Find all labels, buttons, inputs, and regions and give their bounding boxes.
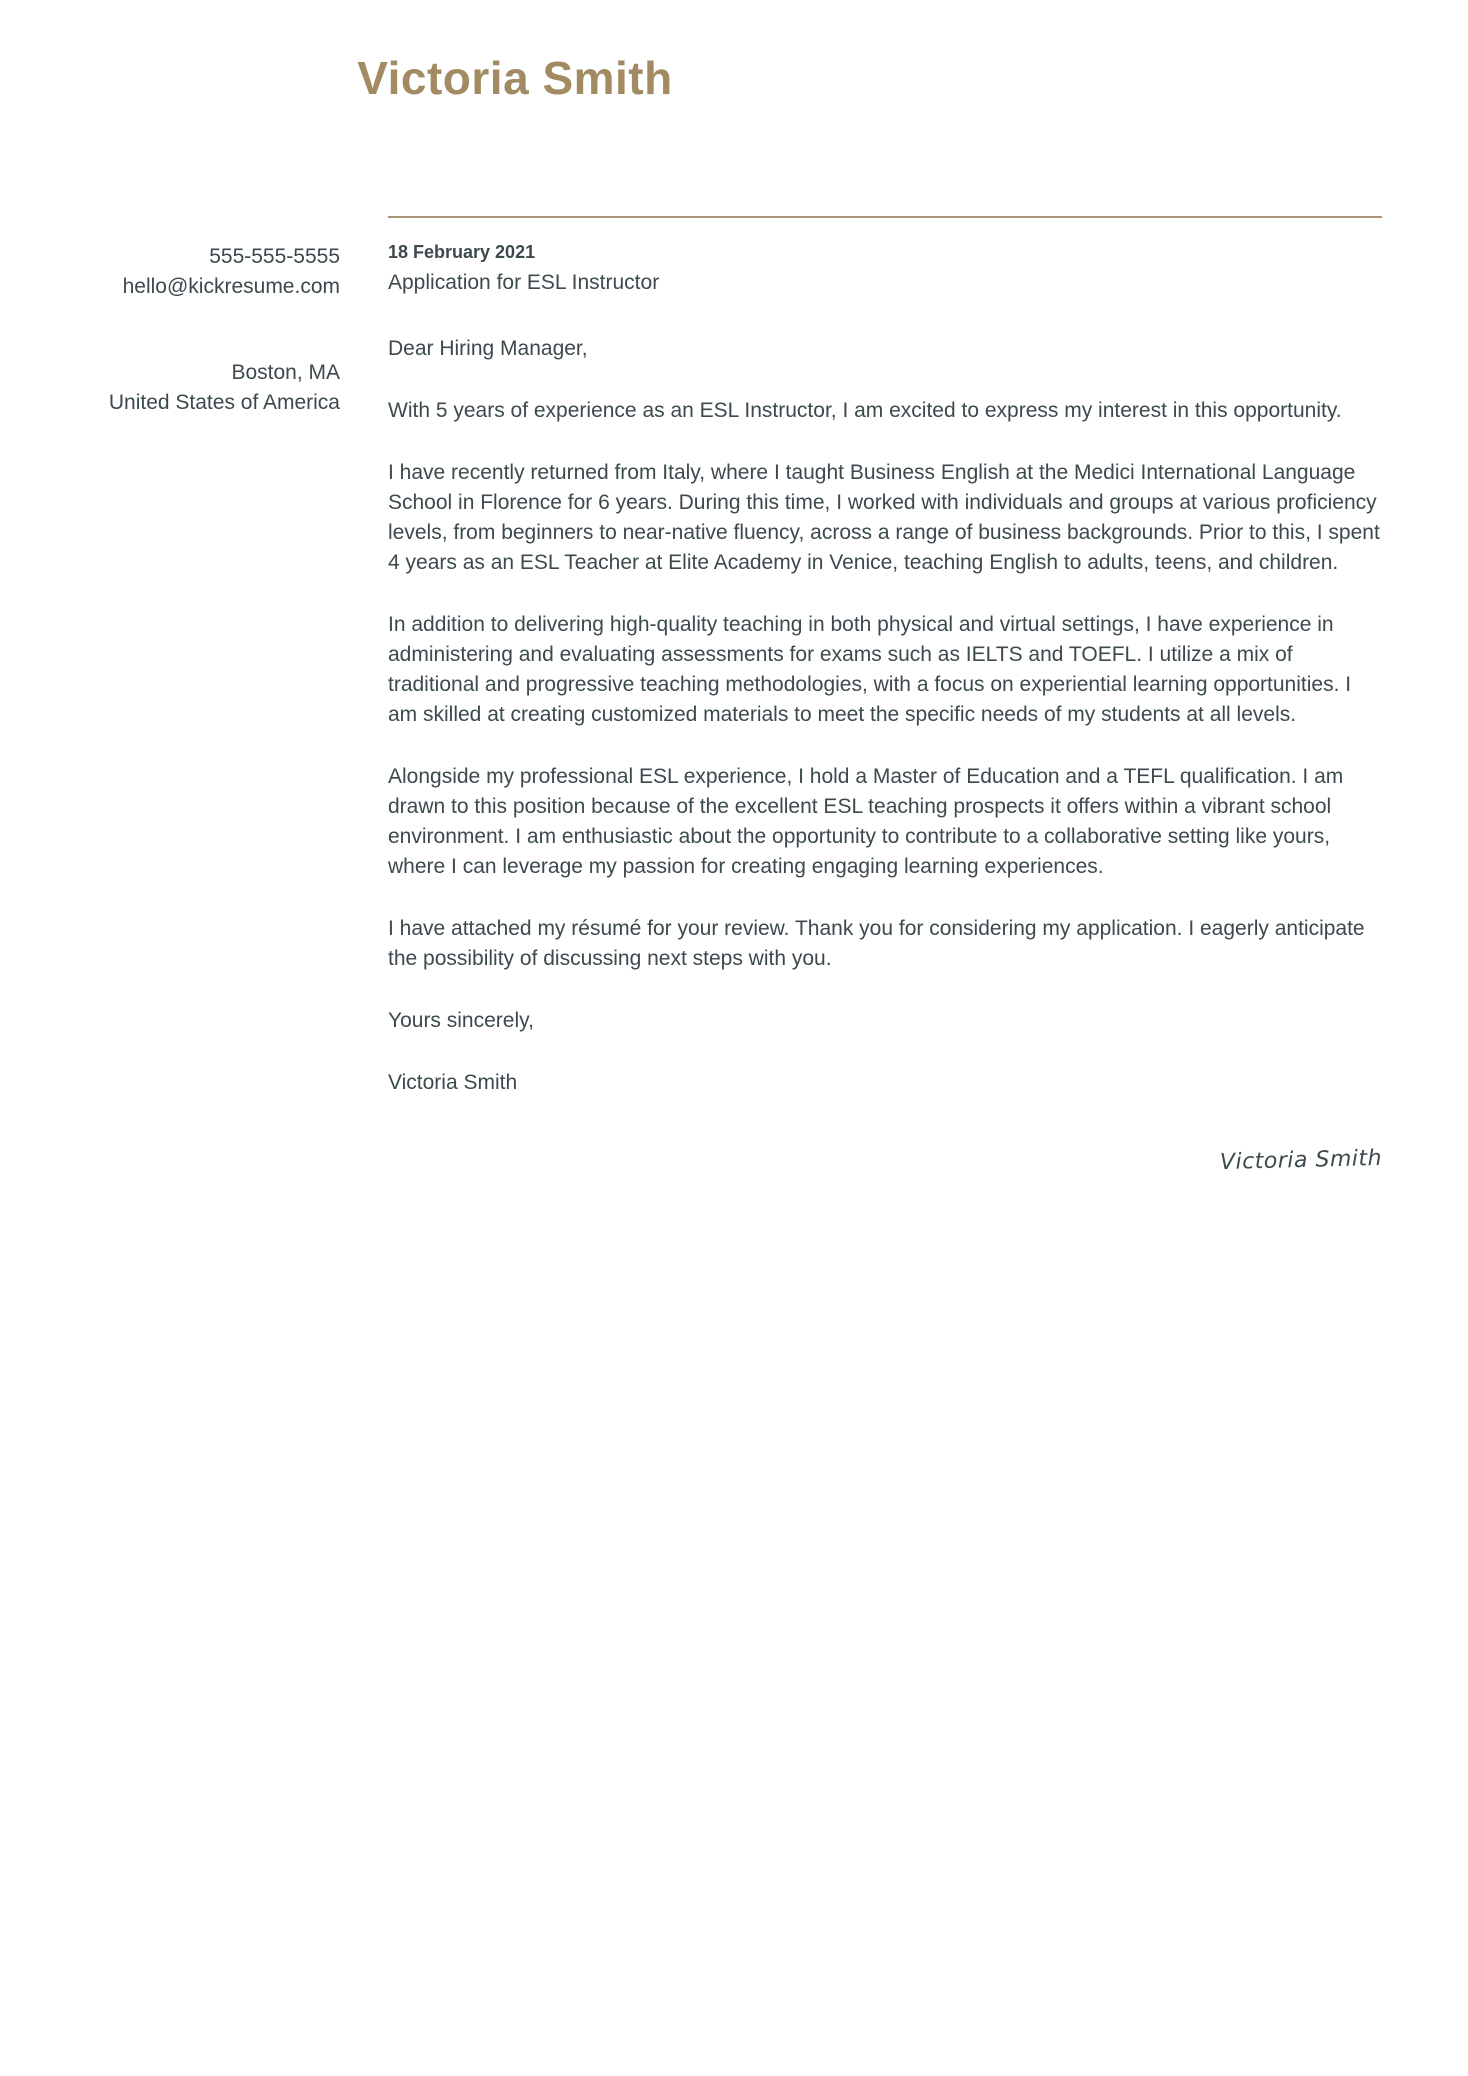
- handwritten-signature: Victoria Smith: [1219, 1145, 1383, 1176]
- signature-block: [388, 1145, 1383, 1176]
- paragraph-skills: In addition to delivering high-quality teaching in both physical and virtual settings, I have experience in administering and evaluating assessments for exams such as IELTS and TOEFL. I utilize a mix of traditional and progressive teaching methodologies, with a focus on experiential learning opportunities. I am skilled at creating customized materials to meet the specific needs of my students at all levels.: [388, 613, 1352, 726]
- paragraph-intro: With 5 years of experience as an ESL Instructor, I am excited to express my interest in this opportunity.: [388, 399, 1342, 422]
- location-group: [0, 358, 340, 418]
- contact-sidebar: [0, 242, 340, 418]
- page-title: Victoria Smith: [357, 52, 673, 104]
- country-text: United States of America: [108, 391, 340, 414]
- phone-text: 555-555-5555: [209, 245, 340, 268]
- paragraph-closing-thanks: I have attached my résumé for your review. Thank you for considering my application. I eagerly anticipate the possibility of discussing next steps with you.: [388, 917, 1365, 970]
- salutation: Dear Hiring Manager,: [388, 337, 588, 360]
- contact-group: [0, 242, 340, 302]
- letter-body: [388, 216, 1382, 1174]
- email-text: hello@kickresume.com: [122, 275, 340, 298]
- city-text: Boston, MA: [231, 361, 340, 384]
- paragraph-qualifications: Alongside my professional ESL experience, I hold a Master of Education and a TEFL qualification. I am drawn to this position because of the excellent ESL teaching prospects it offers within a vibrant school environment. I am enthusiastic about the opportunity to contribute to a collaborative setting like yours, where I can leverage my passion for creating engaging learning experiences.: [388, 765, 1344, 878]
- signer-name: Victoria Smith: [388, 1071, 518, 1094]
- closing-phrase: Yours sincerely,: [388, 1009, 534, 1032]
- letter-date: 18 February 2021: [388, 242, 536, 262]
- paragraph-experience: I have recently returned from Italy, where I taught Business English at the Medici International Language School in Florence for 6 years. During this time, I worked with individuals and groups at various proficiency levels, from beginners to near-native fluency, across a range of business backgrounds. Prior to this, I spent 4 years as an ESL Teacher at Elite Academy in Venice, teaching English to adults, teens, and children.: [388, 461, 1380, 574]
- header: [0, 0, 1030, 102]
- letter-subject: Application for ESL Instructor: [388, 271, 660, 294]
